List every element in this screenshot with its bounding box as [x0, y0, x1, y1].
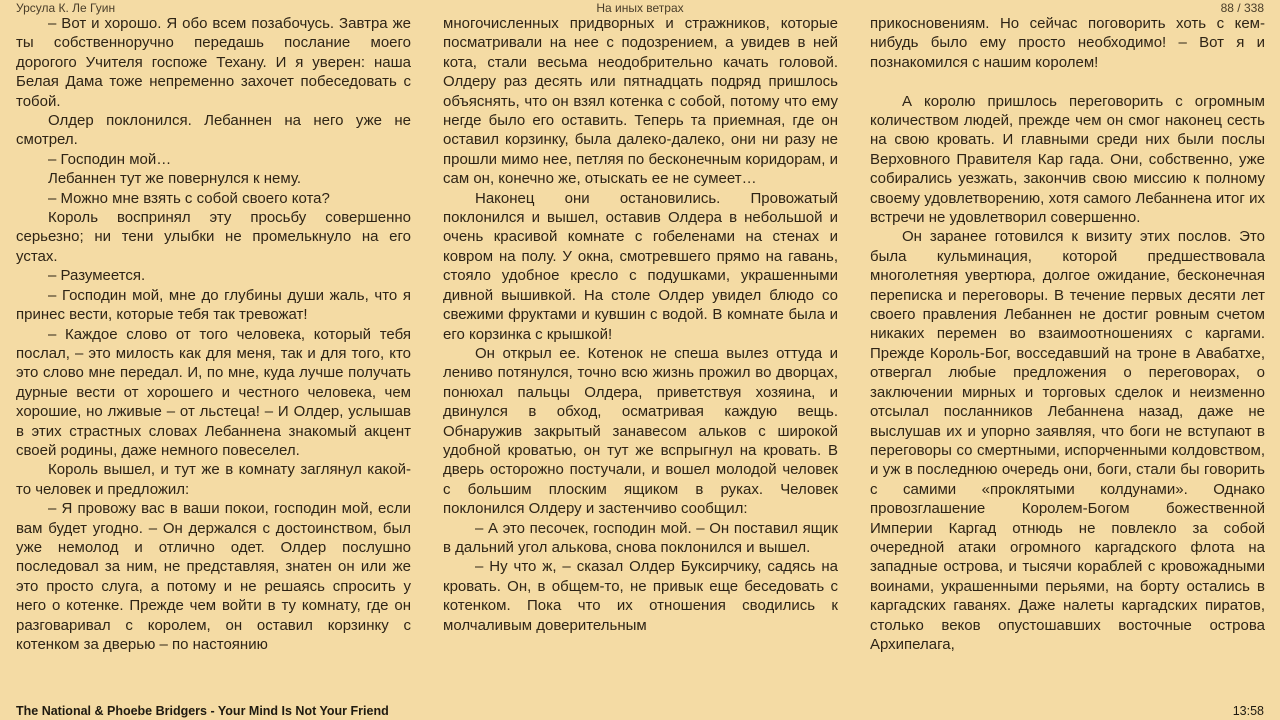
- paragraph: Наконец они остановились. Провожатый поклонился и вышел, оставив Олдера в небольшой и очень красивой комнате с гобеленами на стенах и ковром на полу. У окна, смотревшего прямо на гавань, стояло удобное кресло с подушками, украшенными дивной вышивкой. На столе Олдер увидел блюдо со свежими фруктами и кувшин с водой. В комнате была и его корзинка с крышкой!: [443, 189, 838, 343]
- paragraph: – Разумеется.: [48, 267, 146, 285]
- book-title: На иных ветрах: [596, 1, 684, 15]
- paragraph: – Господин мой…: [48, 150, 172, 168]
- text-column-2[interactable]: [443, 14, 838, 635]
- paragraph: многочисленных придворных и стражников, которые посматривали на нее с подозрением, а увидев в ней кота, стали весьма неодобрительно качать головой. Олдеру раз десять или пятнадцать подряд пришлось объяснять, что он взял котенка с собой, потому что ему негде было его оставить. Теперь та приемная, где он оставил корзинку, была далеко-далеко, они ни разу не прошли мимо нее, петляя по бесконечным коридорам, и сам он, конечно же, отыскать ее не сумеет…: [443, 15, 838, 188]
- status-bar: [0, 700, 1280, 720]
- paragraph: Он открыл ее. Котенок не спеша вылез оттуда и лениво потянулся, точно всю жизнь прожил во дворцах, понюхал пальцы Олдера, приветствуя хозяина, и двинулся в обход, осматривая каждую вещь. Обнаружив закрытый занавесом альков с широкой удобной кроватью, он тут же вспрыгнул на кровать. В дверь осторожно постучали, и вошел молодой человек с большим плоским ящиком в руках. Человек поклонился Олдеру и застенчиво сообщил:: [443, 344, 838, 518]
- now-playing-track[interactable]: The National & Phoebe Bridgers - Your Mind Is Not Your Friend: [16, 704, 389, 718]
- paragraph: Король воспринял эту просьбу совершенно серьезно; ни тени улыбки не промелькнуло на его устах.: [16, 209, 411, 265]
- text-column-3[interactable]: [870, 14, 1265, 654]
- paragraph: – Господин мой, мне до глубины души жаль, что я принес вести, которые тебя так тревожат!: [16, 286, 411, 324]
- paragraph: А королю пришлось переговорить с огромным количеством людей, прежде чем он смог наконец сесть на свою кровать. И главными среди них были послы Верховного Правителя Кар гада. Они, собственно, уже собирались уезжать, закончив свою миссию к полному своему удовлетворению, хотя самого Лебаннена итог их встречи не удовлетворил совершенно.: [870, 92, 1265, 227]
- paragraph: прикосновениям. Но сейчас поговорить хоть с кем-нибудь было ему просто необходимо! – Вот я и познакомился с нашим королем!: [870, 15, 1265, 71]
- paragraph: – Можно мне взять с собой своего кота?: [48, 189, 330, 207]
- clock: 13:58: [1232, 704, 1264, 718]
- paragraph: Лебаннен тут же повернулся к нему.: [48, 170, 302, 188]
- page-counter: 88 / 338: [1220, 1, 1264, 15]
- paragraph: – Каждое слово от того человека, который тебя послал, – это милость как для меня, так и для того, кто это слово мне передал. И, по мне, куда лучше получать дурные вести от хорошего и честного человека, чем хорошие, но лживые – от льстеца! – И Олдер, услышав в этих страстных словах Лебаннена знакомый акцент своей родины, даже немного повеселел.: [16, 325, 411, 459]
- paragraph: – Я провожу вас в ваши покои, господин мой, если вам будет угодно. – Он держался с достоинством, был уже немолод и отлично одет. Олдер послушно последовал за ним, не представляя, знатен он или же это просто слуга, а потому и не решаясь спросить у него о котенке. Прежде чем войти в ту комнату, где он разговаривал с королем, он оставил корзинку с котенком за дверью – по настоянию: [16, 500, 411, 653]
- paragraph: – А это песочек, господин мой. – Он поставил ящик в дальний угол алькова, снова поклонился и вышел.: [443, 519, 838, 556]
- book-author: Урсула К. Ле Гуин: [16, 1, 116, 15]
- paragraph: – Вот и хорошо. Я обо всем позабочусь. Завтра же ты собственноручно передашь послание моего дорогого Учителя госпоже Техану. И я уверен: наша Белая Дама тоже непременно захочет побеседовать с тобой.: [16, 15, 411, 110]
- paragraph: Он заранее готовился к визиту этих послов. Это была кульминация, которой предшествовала многолетняя увертюра, долгое ожидание, бесконечная переписка и переговоры. В течение первых десяти лет своего правления Лебаннен не достиг ровным счетом никаких перемен во взаимоотношениях с каргами. Прежде Король-Бог, восседавший на троне в Авабатхе, отвергал любые предложения о переговорах, о заключении мирных и торговых сделок и неизменно отсылал посланников Лебаннена назад, даже не выслушав их и упорно заявляя, что боги не вступают в переговоры со смертными, испорченными колдовством, и уж в последнюю очередь они, боги, стали бы говорить с самими «проклятыми колдунами». Однако провозглашение Королем-Богом божественной Империи Каргад отнюдь не повлекло за собой очередной атаки огромного каргадского флота на западные острова, и тысячи кораблей с кровожадными воинами, украшенными перьями, на борту остались в каргадских гаванях. Даже налеты каргадских пиратов, столько веков опустошавших восточные острова Архипелага,: [870, 228, 1265, 653]
- paragraph: Король вышел, и тут же в комнату заглянул какой-то человек и предложил:: [16, 461, 411, 498]
- paragraph: Олдер поклонился. Лебаннен на него уже не смотрел.: [16, 112, 411, 149]
- paragraph: – Ну что ж, – сказал Олдер Буксирчику, садясь на кровать. Он, в общем-то, не привык еще беседовать с котенком. Пока что их отношения сводились к молчаливым доверительным: [443, 558, 838, 634]
- text-column-1[interactable]: [16, 14, 411, 654]
